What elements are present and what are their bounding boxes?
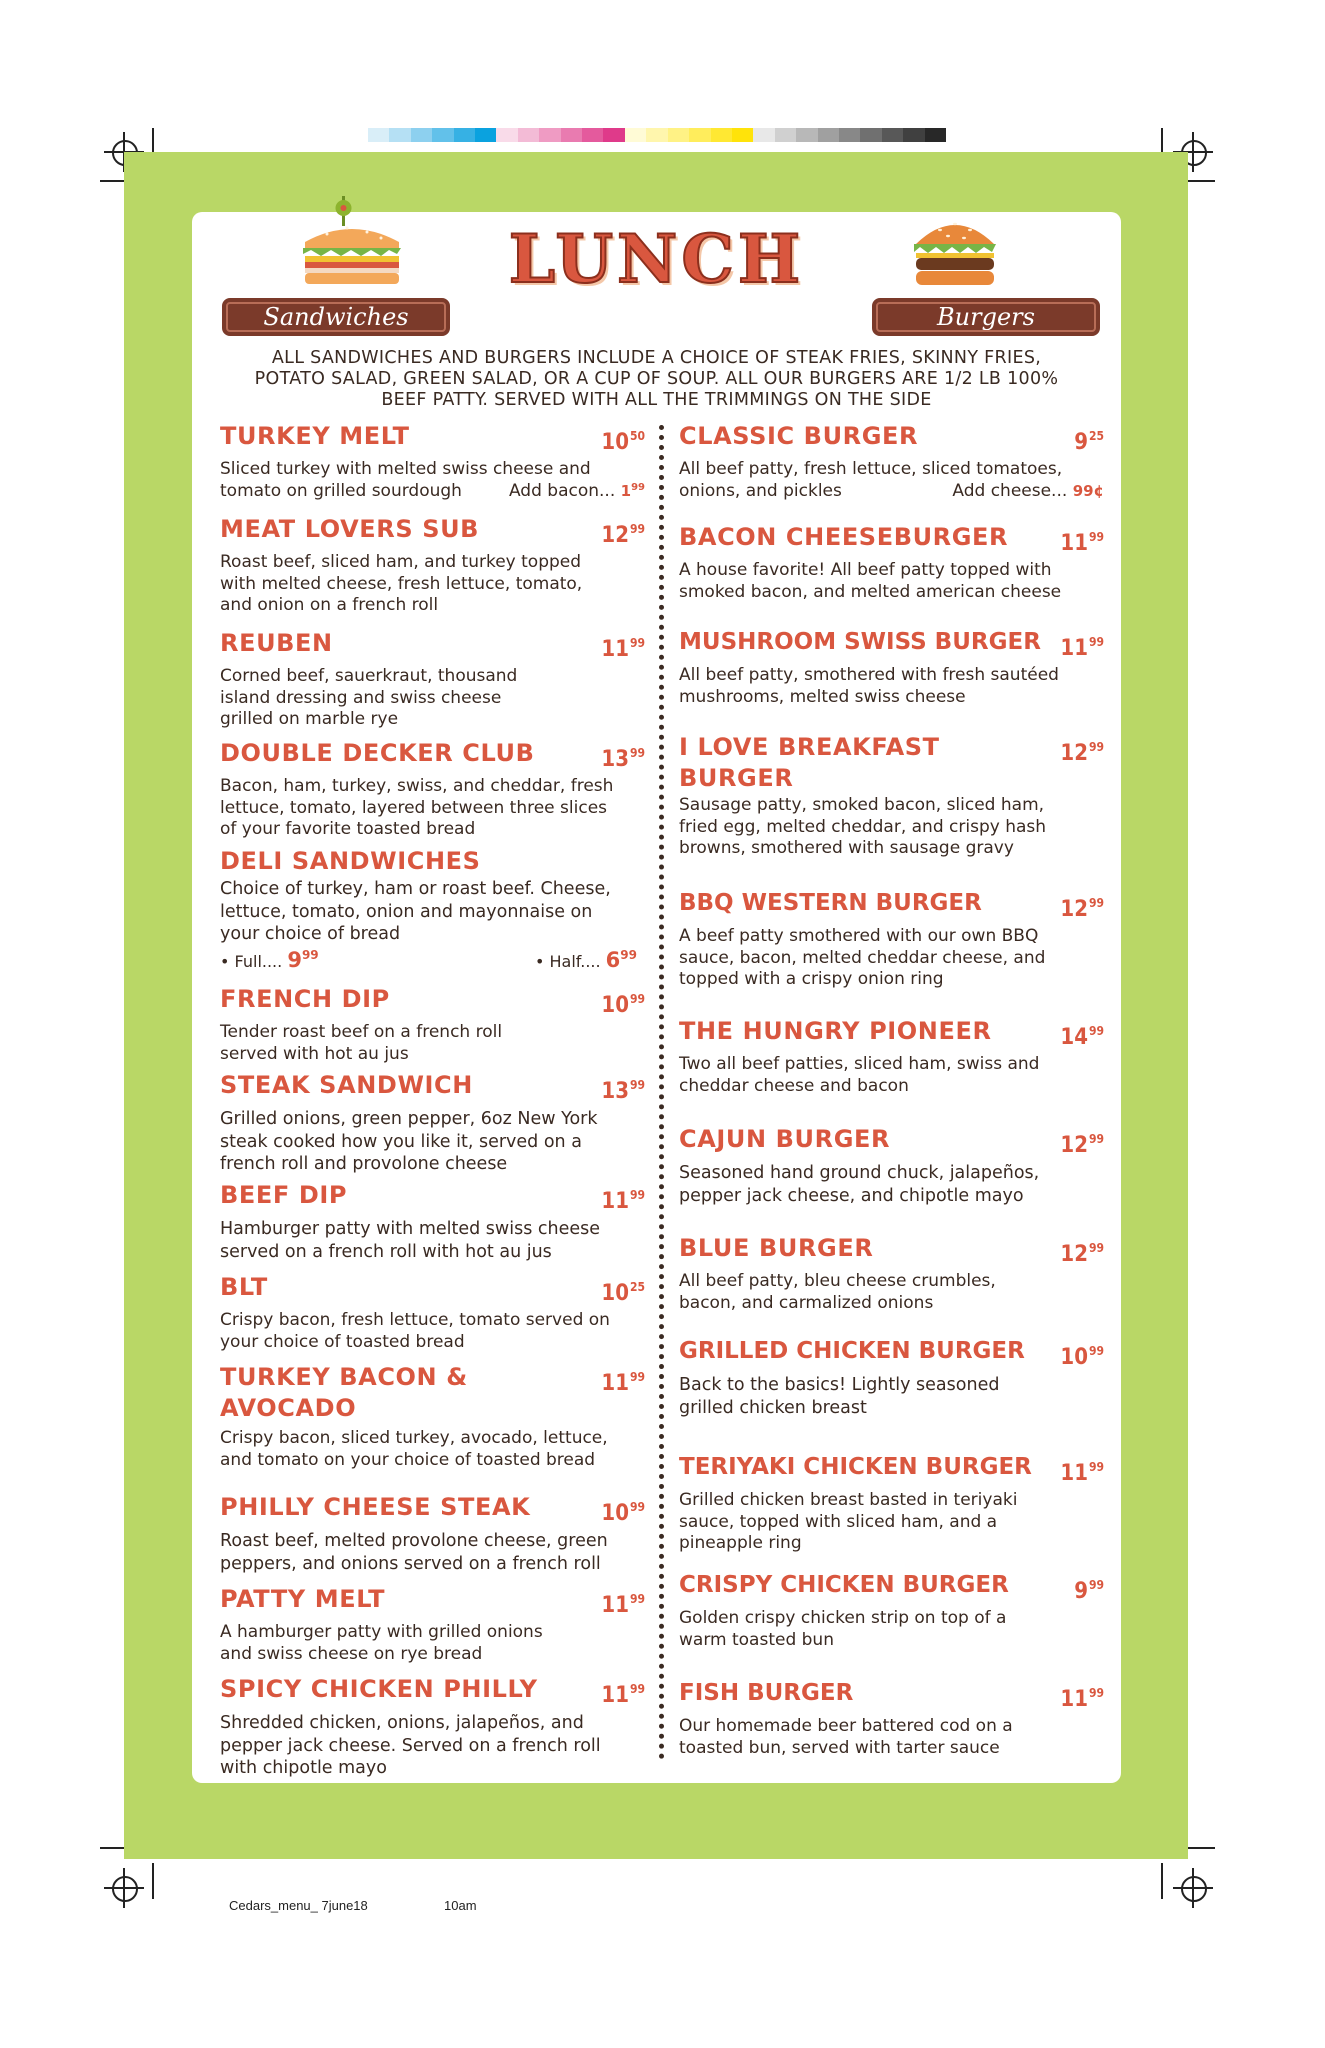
item-name: BLUE BURGER [679, 1234, 874, 1262]
color-swatch [368, 128, 389, 142]
item-description: Two all beef patties, sliced ham, swiss and cheddar cheese and bacon [679, 1054, 1040, 1096]
print-color-bar [368, 128, 946, 142]
print-slug-file: Cedars_menu_ 7june18 [229, 1898, 368, 1913]
item-price: $11^{99}$ [601, 1592, 645, 1618]
color-swatch [711, 128, 732, 142]
color-swatch [753, 128, 774, 142]
menu-item [220, 738, 645, 841]
menu-item [679, 1016, 1104, 1097]
item-description: All beef patty, smothered with fresh sautéed mushrooms, melted swiss cheese [679, 665, 1059, 707]
item-price: $14^{99}$ [1060, 1024, 1104, 1050]
item-price: $11^{99}$ [1060, 635, 1104, 661]
item-price: $12^{99}$ [1060, 1241, 1104, 1267]
item-price: $11^{99}$ [1060, 530, 1104, 556]
size-full: • Full.... $9^{99}$ [220, 947, 319, 972]
color-swatch [539, 128, 560, 142]
item-name: TERIYAKI CHICKEN BURGER [679, 1454, 1032, 1480]
item-description: Back to the basics! Lightly seasoned grilled chicken breast [679, 1375, 1000, 1418]
item-description: Grilled onions, green pepper, 6oz New York steak cooked how you like it, served on a french roll and provolone cheese [220, 1109, 598, 1174]
item-name: TURKEY MELT [220, 422, 410, 450]
item-name: PATTY MELT [220, 1585, 386, 1613]
item-price: $10^{99}$ [1060, 1344, 1104, 1370]
color-swatch [432, 128, 453, 142]
item-price: $9^{25}$ [1074, 429, 1104, 455]
item-name: MEAT LOVERS SUB [220, 515, 480, 543]
color-swatch [646, 128, 667, 142]
item-description: Roast beef, sliced ham, and turkey topped with melted cheese, fresh lettuce, tomato, and onion on a french roll [220, 552, 583, 615]
item-price: $12^{99}$ [601, 522, 645, 548]
item-name: PHILLY CHEESE STEAK [220, 1493, 531, 1521]
color-swatch [518, 128, 539, 142]
item-description: A hamburger patty with grilled onions and swiss cheese on rye bread [220, 1622, 543, 1664]
color-swatch [668, 128, 689, 142]
item-name: BBQ WESTERN BURGER [679, 890, 982, 916]
item-price: $12^{99}$ [1060, 740, 1104, 766]
color-swatch [903, 128, 924, 142]
size-half: • Half.... $6^{99}$ [534, 947, 637, 972]
item-price: $10^{50}$ [601, 429, 645, 455]
intro-line: POTATO SALAD, GREEN SALAD, OR A CUP OF SOUP. ALL OUR BURGERS ARE 1/2 LB 100% [254, 369, 1059, 389]
color-swatch [496, 128, 517, 142]
color-swatch [454, 128, 475, 142]
menu-item [220, 421, 645, 502]
menu-item [220, 1492, 645, 1575]
item-name: CLASSIC BURGER [679, 422, 919, 450]
item-description: Grilled chicken breast basted in teriyaki sauce, topped with sliced ham, and a pineapple ring [679, 1490, 1018, 1553]
intro-line: ALL SANDWICHES AND BURGERS INCLUDE A CHOICE OF STEAK FRIES, SKINNY FRIES, [271, 348, 1042, 368]
menu-item [220, 1180, 645, 1263]
item-price: $13^{99}$ [601, 1078, 645, 1104]
color-swatch [732, 128, 753, 142]
trim-mark [152, 1863, 154, 1899]
item-name: THE HUNGRY PIONEER [679, 1017, 992, 1045]
item-price: $10^{99}$ [601, 1500, 645, 1526]
item-price: $10^{99}$ [601, 992, 645, 1018]
color-swatch [411, 128, 432, 142]
color-swatch [389, 128, 410, 142]
menu-item [679, 732, 1104, 860]
item-price: $11^{99}$ [601, 1370, 645, 1396]
menu-item [679, 1570, 1104, 1651]
color-swatch [796, 128, 817, 142]
item-description: A beef patty smothered with our own BBQ sauce, bacon, melted cheddar cheese, and topped with a crispy onion ring [679, 926, 1046, 989]
item-name: STEAK SANDWICH [220, 1071, 473, 1099]
item-name: FISH BURGER [679, 1680, 854, 1706]
item-name: GRILLED CHICKEN BURGER [679, 1338, 1025, 1364]
item-name: CAJUN BURGER [679, 1125, 891, 1153]
item-description: Tender roast beef on a french roll served with hot au jus [220, 1022, 503, 1064]
print-slug-time: 10am [444, 1898, 477, 1913]
column-divider [659, 425, 664, 1760]
intro-text [212, 348, 1101, 411]
color-swatch [882, 128, 903, 142]
menu-item [679, 522, 1104, 603]
item-price: $11^{99}$ [601, 1682, 645, 1708]
menu-item [679, 1233, 1104, 1314]
menu-item [220, 628, 645, 731]
size-options [220, 948, 645, 972]
item-price: $9^{99}$ [1074, 1578, 1104, 1604]
item-name: BACON CHEESEBURGER [679, 523, 1009, 551]
item-description: Bacon, ham, turkey, swiss, and cheddar, fresh lettuce, tomato, layered between three slices of your favorite toasted bread [220, 776, 614, 839]
item-name: CRISPY CHICKEN BURGER [679, 1572, 1009, 1598]
menu-item [220, 1362, 645, 1471]
registration-mark-icon [1173, 1868, 1213, 1908]
trim-mark [1161, 1863, 1163, 1899]
item-description: Crispy bacon, fresh lettuce, tomato served on your choice of toasted bread [220, 1310, 610, 1352]
color-swatch [625, 128, 646, 142]
item-price: $10^{25}$ [601, 1280, 645, 1306]
item-name: REUBEN [220, 629, 333, 657]
registration-mark-icon [104, 1868, 144, 1908]
item-addon: Add bacon... $1^{99}$ [508, 480, 645, 501]
menu-item [679, 1452, 1104, 1555]
sandwiches-section-tag: Sandwiches [222, 298, 450, 336]
menu-item [220, 846, 645, 972]
item-name: DELI SANDWICHES [220, 847, 481, 875]
item-description: Seasoned hand ground chuck, jalapeños, pepper jack cheese, and chipotle mayo [679, 1163, 1040, 1206]
burgers-section-tag: Burgers [872, 298, 1100, 336]
item-price: $12^{99}$ [1060, 896, 1104, 922]
menu-item [220, 514, 645, 617]
menu-item [679, 1124, 1104, 1207]
color-swatch [689, 128, 710, 142]
item-description: Corned beef, sauerkraut, thousand island dressing and swiss cheese grilled on marble rye [220, 666, 518, 729]
item-name: TURKEY BACON & AVOCADO [220, 1363, 468, 1422]
page-title: LUNCH [508, 220, 805, 298]
item-name: SPICY CHICKEN PHILLY [220, 1675, 538, 1703]
menu-item [679, 1678, 1104, 1759]
menu-item [220, 1584, 645, 1665]
color-swatch [475, 128, 496, 142]
menu-item [679, 1336, 1104, 1419]
item-addon: Add cheese... 99¢ [952, 480, 1104, 501]
color-swatch [603, 128, 624, 142]
color-swatch [818, 128, 839, 142]
menu-item [679, 421, 1104, 502]
item-description: Crispy bacon, sliced turkey, avocado, lettuce, and tomato on your choice of toasted bread [220, 1428, 608, 1470]
item-name: BEEF DIP [220, 1181, 348, 1209]
item-description: Sliced turkey with melted swiss cheese and tomato on grilled sourdough Add bacon... $1^{99}$ [220, 459, 645, 501]
color-swatch [582, 128, 603, 142]
item-name: DOUBLE DECKER CLUB [220, 739, 535, 767]
item-price: $13^{99}$ [601, 746, 645, 772]
item-price: $11^{99}$ [601, 636, 645, 662]
color-swatch [561, 128, 582, 142]
intro-line: BEEF PATTY. SERVED WITH ALL THE TRIMMINGS ON THE SIDE [381, 390, 932, 410]
menu-item [679, 627, 1104, 708]
menu-item [220, 1674, 645, 1780]
item-description: Our homemade beer battered cod on a toasted bun, served with tarter sauce [679, 1716, 1013, 1758]
item-price: $11^{99}$ [601, 1188, 645, 1214]
color-swatch [839, 128, 860, 142]
color-swatch [925, 128, 946, 142]
color-swatch [775, 128, 796, 142]
item-description: A house favorite! All beef patty topped with smoked bacon, and melted american cheese [679, 560, 1062, 602]
item-name: FRENCH DIP [220, 985, 390, 1013]
menu-card [192, 212, 1121, 1783]
item-description: Golden crispy chicken strip on top of a warm toasted bun [679, 1608, 1007, 1650]
item-price: $11^{99}$ [1060, 1686, 1104, 1712]
item-description: All beef patty, fresh lettuce, sliced tomatoes, onions, and pickles Add cheese... 99¢ [679, 459, 1104, 501]
item-name: BLT [220, 1273, 268, 1301]
color-swatch [860, 128, 881, 142]
menu-item [220, 1272, 645, 1353]
menu-item [220, 984, 645, 1065]
item-description: Roast beef, melted provolone cheese, green peppers, and onions served on a french roll [220, 1531, 608, 1574]
item-description: Choice of turkey, ham or roast beef. Cheese, lettuce, tomato, onion and mayonnaise on your choice of bread [220, 879, 611, 944]
item-price: $11^{99}$ [1060, 1460, 1104, 1486]
menu-item [679, 888, 1104, 991]
item-price: $12^{99}$ [1060, 1132, 1104, 1158]
item-name: MUSHROOM SWISS BURGER [679, 629, 1041, 655]
item-description: Hamburger patty with melted swiss cheese served on a french roll with hot au jus [220, 1219, 601, 1262]
item-description: Sausage patty, smoked bacon, sliced ham, fried egg, melted cheddar, and crispy hash browns, smothered with sausage gravy [679, 795, 1047, 858]
item-description: Shredded chicken, onions, jalapeños, and pepper jack cheese. Served on a french roll with chipotle mayo [220, 1713, 601, 1778]
item-description: All beef patty, bleu cheese crumbles, bacon, and carmalized onions [679, 1271, 996, 1313]
item-name: I LOVE BREAKFAST BURGER [679, 733, 940, 792]
menu-item [220, 1070, 645, 1176]
